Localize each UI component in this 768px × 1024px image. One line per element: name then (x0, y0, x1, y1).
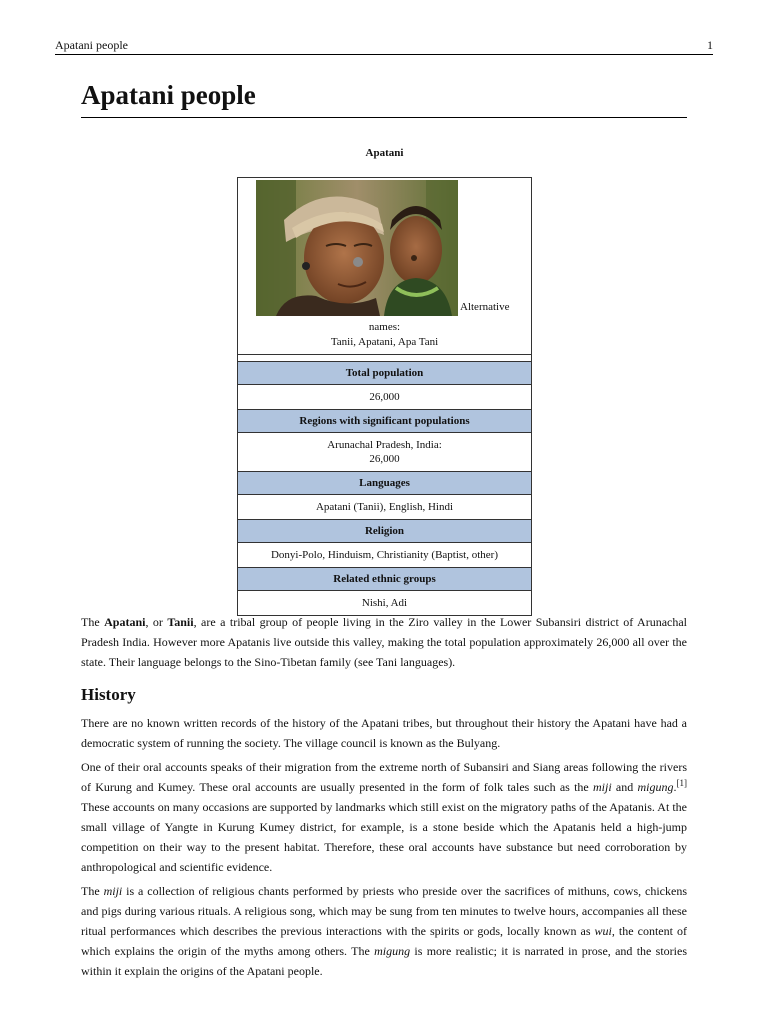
regions-heading: Regions with significant populations (238, 409, 531, 433)
alt-names-value: Tanii, Apatani, Apa Tani (330, 336, 439, 348)
related-groups-value: Nishi, Adi (361, 597, 408, 609)
related-groups-heading: Related ethnic groups (238, 567, 531, 591)
infobox (237, 177, 532, 616)
alt-names-block (238, 320, 531, 354)
regions-value (238, 433, 531, 471)
religion-value: Donyi-Polo, Hinduism, Christianity (Baptist, other) (270, 549, 499, 561)
history-heading: History (81, 685, 136, 704)
history-paragraph-1: There are no known written records of the history of the Apatani tribes, but throughout their history the Apatani have had a democratic system of running the society. The village council is known as the Bulyang. (81, 716, 687, 750)
history-text: . (673, 780, 677, 794)
religion-heading: Religion (238, 519, 531, 543)
history-text: , the content of which explains the origin of the myths among others. The (81, 924, 687, 958)
total-population-heading: Total population (238, 361, 531, 385)
page-number: 1 (707, 38, 713, 52)
history-text: These accounts on many occasions are supported by landmarks which still exist on the migratory paths of the Apatanis. At the small village of Yangte in Kurung Kumey district, for example, is a stone beside which the Apatanis held a high-jump competition on their way to the present habitat. Therefore, these oral accounts have substance but need corroboration by anthropological and scientific evidence. (81, 800, 687, 874)
infobox-caption: Apatani (365, 147, 404, 159)
history-paragraph-3 (81, 881, 687, 981)
total-population-value: 26,000 (369, 391, 400, 403)
alt-names-label: Alternative (460, 301, 510, 313)
article-body (81, 612, 687, 985)
running-header-title: Apatani people (55, 38, 128, 52)
regions-value-line1: Arunachal Pradesh, India: (327, 439, 442, 451)
languages-value: Apatani (Tanii), English, Hindi (315, 501, 453, 513)
history-text: The (81, 884, 104, 898)
infobox-divider (238, 354, 531, 361)
running-header (55, 38, 713, 55)
history-italic-miji: miji (103, 884, 123, 898)
reference-link-1[interactable]: [1] (676, 778, 688, 788)
history-italic-migung: migung (374, 944, 411, 958)
history-italic-migung: migung (637, 780, 674, 794)
intro-text: The (81, 615, 105, 629)
history-text: One of their oral accounts speaks of their migration from the extreme north of Subansiri and Siang areas following the rivers of Kurung and Kumey. These oral accounts are usually presented in the form of folk tales such as the (81, 760, 687, 794)
history-text: is more realistic; it is narrated in prose, and the stories within it explain the origins of the Apatani people. (81, 944, 688, 978)
history-italic-miji: miji (593, 780, 612, 794)
history-text: is a collection of religious chants performed by priests who preside over the sacrifices of mithuns, cows, chickens and pigs during various rituals. A religious song, which may be sung from ten minutes to twelve hours, accompanies all these ritual performances which describes the previous interactions with the spirits or gods, locally known as (81, 884, 688, 938)
intro-bold-tanii: Tanii (167, 615, 194, 629)
regions-value-line2: 26,000 (369, 453, 400, 465)
history-text: and (611, 780, 638, 794)
languages-heading: Languages (238, 471, 531, 495)
intro-text: , are a tribal group of people living in the Ziro valley in the Lower Subansiri district of Arunachal Pradesh India. However more Apatanis live outside this valley, making the total population approximately 26,000 all over the state. Their language belongs to the Sino-Tibetan family (see Tani languages). (81, 615, 688, 669)
history-paragraph-2 (81, 757, 687, 877)
intro-text: , or (145, 615, 168, 629)
intro-paragraph (81, 612, 687, 672)
photo-two-apatani-women-image[interactable] (256, 180, 458, 316)
infobox-image-row (238, 178, 531, 320)
alt-names-label-cont: names: (368, 321, 401, 333)
page-title: Apatani people (81, 78, 687, 118)
intro-bold-apatani: Apatani (104, 615, 146, 629)
history-italic-wui: wui (594, 924, 612, 938)
